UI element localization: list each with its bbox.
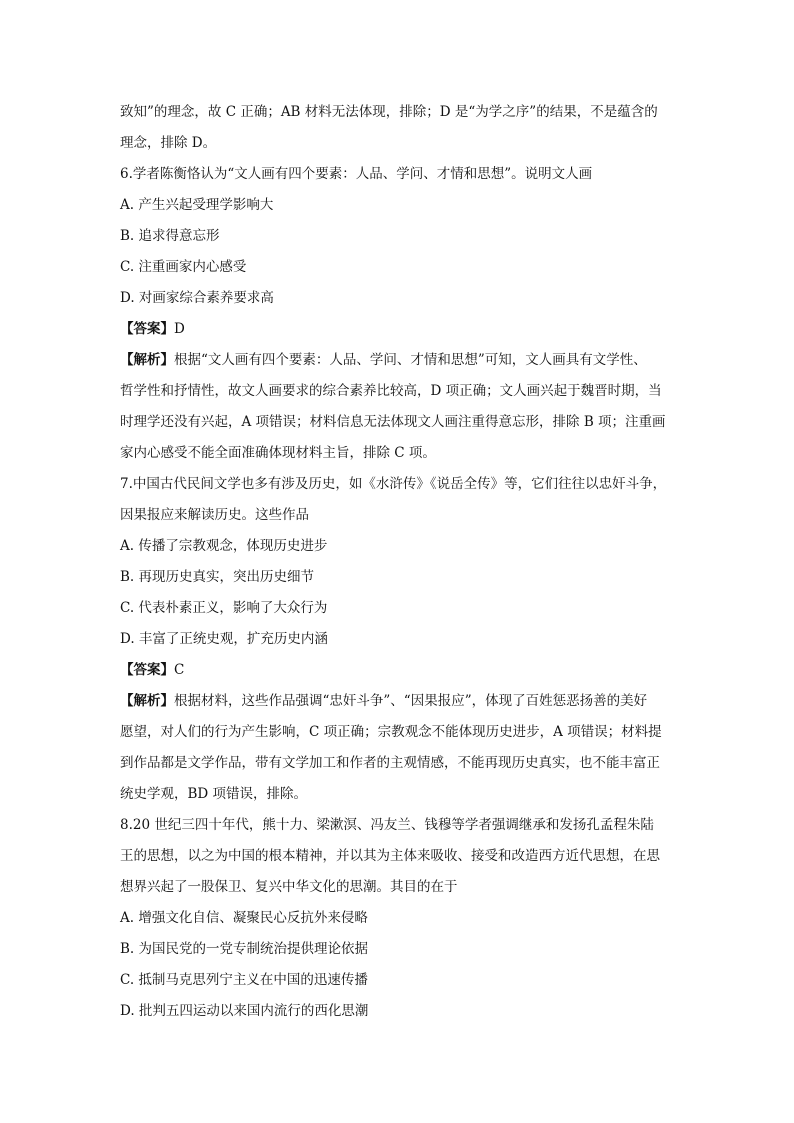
analysis-line-2: 哲学性和抒情性，故文人画要求的综合素养比较高，D 项正确；文人画兴起于魏晋时期，当 (120, 383, 662, 399)
answer-label: 【答案】 (120, 321, 174, 337)
option-b: B. 再现历史真实，突出历史细节 (120, 569, 315, 585)
option-a: A. 产生兴起受理学影响大 (120, 197, 274, 213)
intro-line-1: 致知”的理念，故 C 正确；AB 材料无法体现，排除；D 是“为学之序”的结果，不是蕴含的 (120, 104, 658, 120)
question-7 (120, 469, 680, 810)
answer-label: 【答案】 (120, 662, 174, 678)
analysis-line-3: 时理学还没有兴起，A 项错误；材料信息无法体现文人画注重得意忘形，排除 B 项；注重画 (120, 414, 666, 430)
option-a: A. 传播了宗教观念，体现历史进步 (120, 538, 328, 554)
analysis-line-4: 家内心感受不能全面准确体现材料主旨，排除 C 项。 (120, 445, 436, 461)
question-stem-line-1: 8.20 世纪三四十年代，熊十力、梁漱溟、冯友兰、钱穆等学者强调继承和发扬孔孟程朱陆 (120, 817, 654, 833)
analysis-line-2: 愿望，对人们的行为产生影响，C 项正确；宗教观念不能体现历史进步，A 项错误；材料提 (120, 724, 662, 740)
question-stem: 6.学者陈衡恪认为“文人画有四个要素：人品、学问、才情和思想”。说明文人画 (120, 166, 593, 182)
answer-line (120, 314, 680, 345)
analysis-text: 根据“文人画有四个要素：人品、学问、才情和思想”可知，文人画具有文学性、 (174, 352, 647, 368)
analysis-label: 【解析】 (120, 352, 174, 368)
analysis-line-1 (120, 686, 680, 717)
question-6 (120, 159, 680, 469)
answer-value: C (174, 662, 185, 678)
option-c: C. 抵制马克思列宁主义在中国的迅速传播 (120, 972, 368, 988)
analysis-text: 根据材料，这些作品强调“忠奸斗争”、“因果报应”，体现了百姓惩恶扬善的美好 (174, 693, 648, 709)
option-a: A. 增强文化自信、凝聚民心反抗外来侵略 (120, 910, 368, 926)
intro-line-2: 理念，排除 D。 (120, 135, 217, 151)
option-d: D. 对画家综合素养要求高 (120, 290, 274, 306)
analysis-line-4: 统史学观，BD 项错误，排除。 (120, 786, 308, 802)
analysis-label: 【解析】 (120, 693, 174, 709)
document-page (120, 97, 680, 1027)
question-stem-line-2: 王的思想，以之为中国的根本精神，并以其为主体来吸收、接受和改造西方近代思想，在思 (120, 848, 660, 864)
option-b: B. 追求得意忘形 (120, 228, 220, 244)
answer-line (120, 655, 680, 686)
analysis-line-3: 到作品都是文学作品，带有文学加工和作者的主观情感，不能再现历史真实，也不能丰富正 (120, 755, 660, 771)
option-c: C. 注重画家内心感受 (120, 259, 247, 275)
option-c: C. 代表朴素正义，影响了大众行为 (120, 600, 328, 616)
question-stem-line-1: 7.中国古代民间文学也多有涉及历史，如《水浒传》《说岳全传》等，它们往往以忠奸斗争， (120, 476, 667, 492)
answer-value: D (174, 321, 185, 337)
option-d: D. 批判五四运动以来国内流行的西化思潮 (120, 1003, 369, 1019)
option-b: B. 为国民党的一党专制统治提供理论依据 (120, 941, 369, 957)
question-stem-line-2: 因果报应来解读历史。这些作品 (120, 507, 309, 523)
analysis-line-1 (120, 345, 680, 376)
option-d: D. 丰富了正统史观，扩充历史内涵 (120, 631, 328, 647)
question-stem-line-3: 想界兴起了一股保卫、复兴中华文化的思潮。其目的在于 (120, 879, 458, 895)
question-8 (120, 810, 680, 1027)
